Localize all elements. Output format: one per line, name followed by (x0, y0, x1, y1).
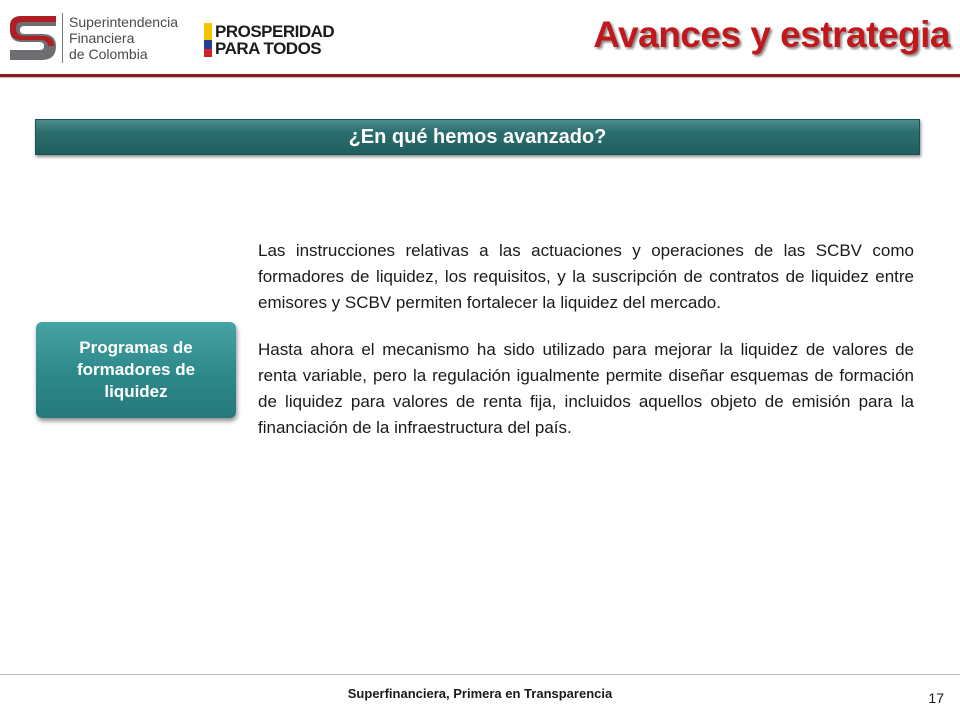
header-divider (0, 74, 960, 77)
program-label-text: Programas de formadores de liquidez (76, 338, 196, 401)
prosperidad-text (215, 23, 334, 57)
colombia-flag-icon (204, 23, 212, 57)
prosperidad-logo (204, 20, 334, 60)
prosperidad-line-2: PARA TODOS (215, 39, 322, 58)
content-paragraph-1: Las instrucciones relativas a las actuaciones y operaciones de las SCBV como formadores de liquidez, los requisitos, y la suscripción de contratos de liquidez entre emisores y SCBV permiten fortalecer la liquidez del mercado. (258, 241, 914, 312)
section-banner (35, 119, 920, 155)
superfinanciera-name (69, 14, 178, 62)
content-paragraph-2: Hasta ahora el mecanismo ha sido utilizado para mejorar la liquidez de valores de renta variable, pero la regulación igualmente permite diseñar esquemas de formación de liquidez para valores de renta fija, incluidos aquellos objeto de emisión para la financiación de la infraestructura del país. (258, 340, 914, 437)
program-label-box (36, 322, 236, 418)
superfinanciera-s-logo-icon (6, 12, 58, 64)
footer-slogan: Superfinanciera, Primera en Transparencia (347, 686, 613, 701)
prosperidad-line-1: PROSPERIDAD (215, 22, 335, 41)
superfinanciera-logo (6, 10, 178, 66)
org-name-line-3: de Colombia (69, 46, 148, 62)
content-text-block (258, 238, 914, 441)
org-name-line-1: Superintendencia (69, 14, 178, 30)
org-name-line-2: Financiera (69, 30, 135, 46)
section-banner-text: ¿En qué hemos avanzado? (348, 125, 607, 148)
logo-divider (62, 13, 63, 63)
footer-divider (0, 674, 960, 675)
page-number: 17 (928, 690, 944, 706)
slide-title: Avances y estrategia (593, 14, 950, 55)
